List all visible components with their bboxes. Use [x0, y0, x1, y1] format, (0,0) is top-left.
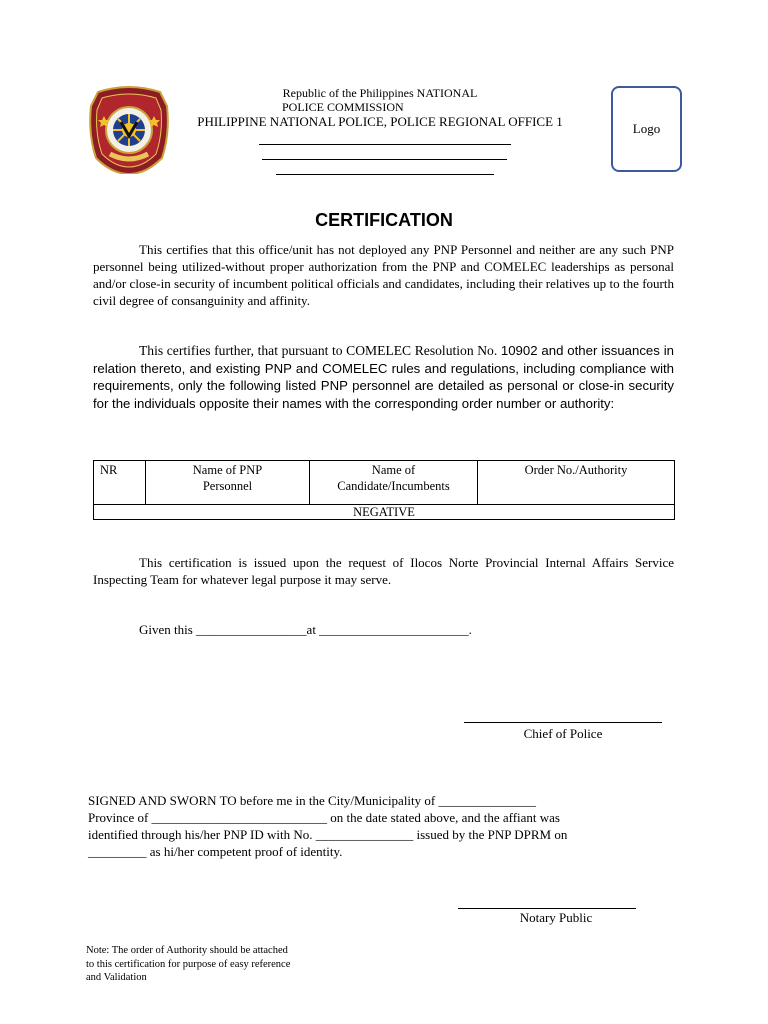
header-blank-line-1: [259, 144, 511, 145]
notary-public-label: Notary Public: [519, 910, 593, 925]
table-header-nr: NR: [94, 461, 146, 504]
document-title: CERTIFICATION: [315, 210, 453, 230]
given-line: Given this _________________at _______________________.: [139, 622, 472, 637]
paragraph-certifies-further-part2: 10902 and other issuances in relation thereto, and existing PNP and COMELEC rules and regulations, including compliance with requirements, only the following listed PNP personnel are detailed as personal or close-in security for the individuals opposite their names with the corresponding order number or authority:: [93, 343, 674, 411]
footnote-line-3: and Validation: [86, 972, 147, 983]
table-header-personnel: [146, 461, 310, 504]
logo-label: Logo: [632, 121, 661, 136]
header-office: PHILIPPINE NATIONAL POLICE, POLICE REGIONAL OFFICE 1: [197, 114, 563, 129]
footnote-line-2: to this certification for purpose of easy reference: [86, 958, 291, 970]
table-header-personnel-text: Name of PNP Personnel: [192, 463, 263, 493]
sworn-line-3: identified through his/her PNP ID with No. _______________ issued by the PNP DPRM on: [88, 827, 568, 842]
table-header-candidate: [310, 461, 478, 504]
chief-signature-line: [464, 722, 662, 723]
header-commission: POLICE COMMISSION: [282, 100, 404, 114]
pnp-seal-icon: [88, 84, 170, 174]
table-header-candidate-text: Name of Candidate/Incumbents: [337, 463, 450, 493]
sworn-line-1: SIGNED AND SWORN TO before me in the City/Municipality of _______________: [88, 793, 536, 808]
header-republic: Republic of the Philippines NATIONAL: [282, 86, 478, 100]
sworn-statement: [88, 792, 674, 860]
sworn-line-2: Province of ___________________________ on the date stated above, and the affiant was: [88, 810, 560, 825]
paragraph-certifies: This certifies that this office/unit has not deployed any PNP Personnel and neither are any such PNP personnel being utilized-without proper authorization from the PNP and COMELEC leaderships as personal and/or close-in security of incumbent political officials and candidates, including their relatives up to the fourth civil degree of consanguinity and affinity.: [93, 242, 674, 308]
notary-signature-line: [458, 908, 636, 909]
sworn-line-4: _________ as hi/her competent proof of identity.: [88, 844, 343, 859]
table-row: NEGATIVE: [94, 504, 674, 520]
table-header-order: Order No./Authority: [524, 463, 628, 477]
paragraph-issued-upon: This certification is issued upon the request of Ilocos Norte Provincial Internal Affairs Service Inspecting Team for whatever legal purpose it may serve.: [93, 555, 674, 587]
personnel-table: [93, 460, 675, 520]
chief-of-police-label: Chief of Police: [523, 726, 603, 741]
header-blank-line-2: [262, 159, 507, 160]
footnote-line-1: Note: The order of Authority should be attached: [86, 945, 288, 956]
footnote: [86, 944, 366, 985]
header-blank-line-3: [276, 174, 494, 175]
paragraph-certifies-further: [93, 342, 674, 412]
logo-placeholder: [611, 86, 682, 172]
paragraph-certifies-further-part1: This certifies further, that pursuant to COMELEC Resolution No.: [139, 343, 498, 358]
